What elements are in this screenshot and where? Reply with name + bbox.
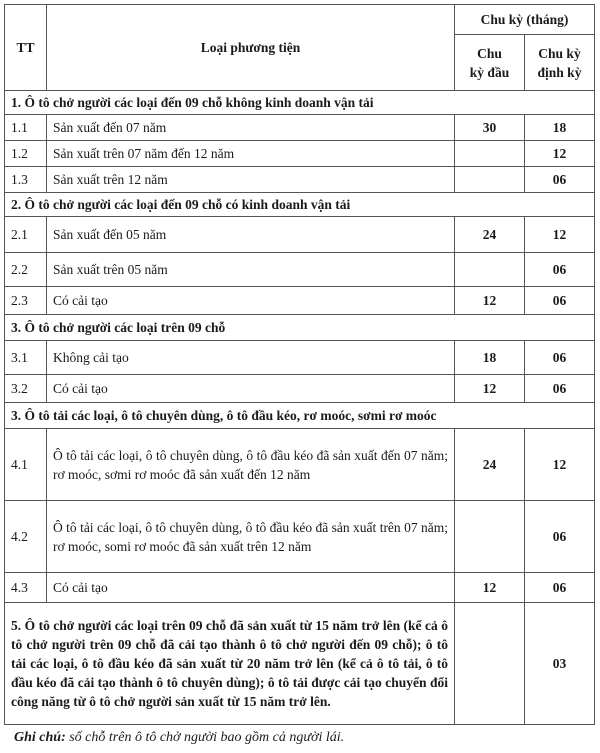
table-row: 4.2 Ô tô tải các loại, ô tô chuyên dùng, ô tô đầu kéo đã sản xuất trên 07 năm; rơ moóc, somi rơ moóc đã sản xuất trên 12 năm 06 <box>5 501 595 573</box>
table-row: 1.2 Sản xuất trên 07 năm đến 12 năm 12 <box>5 141 595 167</box>
table-row: 4.1 Ô tô tải các loại, ô tô chuyên dùng, ô tô đầu kéo đã sản xuất đến 07 năm; rơ moóc, sơmi rơ moóc đã sản xuất đến 12 năm 24 12 <box>5 429 595 501</box>
table-row: 1.1 Sản xuất đến 07 năm 30 18 <box>5 115 595 141</box>
header-tt: TT <box>5 5 47 91</box>
table-row: 2.3 Có cải tạo 12 06 <box>5 287 595 315</box>
footnote-text: số chỗ trên ô tô chở người bao gồm cả người lái. <box>65 730 345 745</box>
table-row: 4.3 Có cải tạo 12 06 <box>5 573 595 603</box>
table-row: 2.1 Sản xuất đến 05 năm 24 12 <box>5 217 595 253</box>
table-row: 3.2 Có cải tạo 12 06 <box>5 375 595 403</box>
header-vehicle-type: Loại phương tiện <box>47 5 455 91</box>
table-row: 1.3 Sản xuất trên 12 năm 06 <box>5 167 595 193</box>
header-first-cycle: Chu kỳ đầu <box>455 35 525 91</box>
section-title: 2. Ô tô chở người các loại đến 09 chỗ có kinh doanh vận tải <box>5 193 595 217</box>
table-row: 3.1 Không cải tạo 18 06 <box>5 341 595 375</box>
section-title: 3. Ô tô chở người các loại trên 09 chỗ <box>5 315 595 341</box>
inspection-cycle-table <box>4 4 595 725</box>
header-cycle-group: Chu kỳ (tháng) <box>455 5 595 35</box>
footnote-label: Ghi chú: <box>14 730 66 745</box>
table-row: 2.2 Sản xuất trên 05 năm 06 <box>5 253 595 287</box>
document-page <box>4 4 596 725</box>
footnote <box>14 730 344 746</box>
section-title: 1. Ô tô chở người các loại đến 09 chỗ không kinh doanh vận tải <box>5 91 595 115</box>
header-periodic-cycle: Chu kỳ định kỳ <box>525 35 595 91</box>
table-row-final: 5. Ô tô chở người các loại trên 09 chỗ đã sản xuất từ 15 năm trở lên (kể cả ô tô chở người trên 09 chỗ đã cải tạo thành ô tô chở người đến 09 chỗ); ô tô tải các loại, ô tô đầu kéo đã sản xuất từ 20 năm trở lên (kể cả ô tô tải, ô tô đầu kéo đã cải tạo thành ô tô chuyên dùng); ô tô tải được cải tạo chuyển đổi công năng từ ô tô chở người sản xuất từ 15 năm trở lên. 03 <box>5 603 595 725</box>
section-title: 3. Ô tô tải các loại, ô tô chuyên dùng, ô tô đầu kéo, rơ moóc, sơmi rơ moóc <box>5 403 595 429</box>
